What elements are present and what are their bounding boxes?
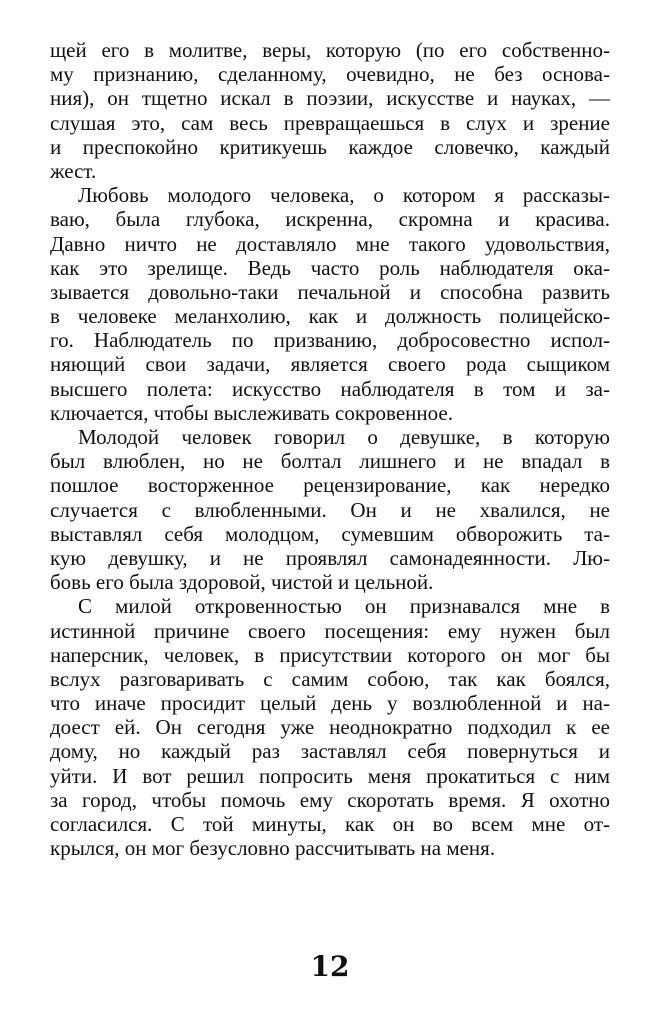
text-line: что иначе просидит целый день у возлюбленной и на- xyxy=(50,691,610,716)
paragraph-3 xyxy=(50,425,610,594)
text-line: выставлял себя молодцом, сумевшим обворожить та- xyxy=(50,521,610,546)
body-text xyxy=(50,38,610,860)
text-line: зывается довольно-таки печальной и способна развить xyxy=(50,279,610,304)
text-line: ния), он тщетно искал в поэзии, искусстве и науках, — xyxy=(50,86,610,111)
text-line: щей его в молитве, веры, которую (по его собственно- xyxy=(50,38,610,62)
text-line: уйти. И вот решил попросить меня прокатиться с ним xyxy=(50,763,610,788)
text-line: Давно ничто не доставляло мне такого удовольствия, xyxy=(50,231,610,256)
text-line: дому, но каждый раз заставлял себя повернуться и xyxy=(50,739,610,764)
text-line: С милой откровенностью он признавался мне в xyxy=(78,594,610,619)
text-line: слушая это, сам весь превращаешься в слух и зрение xyxy=(50,110,610,135)
page-number: 12 xyxy=(310,950,350,983)
text-line: истинной причине своего посещения: ему нужен был xyxy=(50,618,610,643)
text-line: случается с влюбленными. Он и не хвалился, не xyxy=(50,497,610,522)
text-line: ваю, была глубока, искренна, скромна и красива. xyxy=(50,207,610,232)
paragraph-2 xyxy=(50,183,610,425)
text-line: Любовь молодого человека, о котором я рассказы- xyxy=(78,183,610,208)
text-line: Молодой человек говорил о девушке, в которую xyxy=(78,425,610,449)
text-line: высшего полета: искусство наблюдателя в том и за- xyxy=(50,376,610,401)
text-line: и преспокойно критикуешь каждое словечко, каждый xyxy=(50,134,610,159)
text-line: няющий свои задачи, является своего рода сыщиком xyxy=(50,352,610,377)
text-line: в человеке меланхолию, как и должность полицейско- xyxy=(50,304,610,329)
text-line: за город, чтобы помочь ему скоротать время. Я охотно xyxy=(50,787,610,812)
text-line: ключается, чтобы выслеживать сокровенное. xyxy=(50,400,453,425)
text-line: го. Наблюдатель по призванию, добросовестно испол- xyxy=(50,328,610,353)
text-line: пошлое восторженное рецензирование, как нередко xyxy=(50,473,610,498)
text-line: вслух разговаривать с самим собою, так как боялся, xyxy=(50,666,610,691)
text-line: был влюблен, но не болтал лишнего и не впадал в xyxy=(50,449,610,474)
text-line: согласился. С той минуты, как он во всем мне от- xyxy=(50,812,610,836)
text-line: наперсник, человек, в присутствии которого он мог бы xyxy=(50,642,610,667)
text-line: крылся, он мог безусловно рассчитывать на меня. xyxy=(50,836,496,861)
paragraph-1 xyxy=(50,38,610,183)
text-line: му признанию, сделанному, очевидно, не без основа- xyxy=(50,62,610,87)
text-line: бовь его была здоровой, чистой и цельной. xyxy=(50,570,434,595)
paragraph-4 xyxy=(50,594,610,860)
text-line: жест. xyxy=(50,158,97,183)
text-line: доест ей. Он сегодня уже неоднократно подходил к ее xyxy=(50,715,610,740)
text-line: кую девушку, и не проявлял самонадеянности. Лю- xyxy=(50,545,610,570)
text-line: как это зрелище. Ведь часто роль наблюдателя ока- xyxy=(50,255,610,280)
